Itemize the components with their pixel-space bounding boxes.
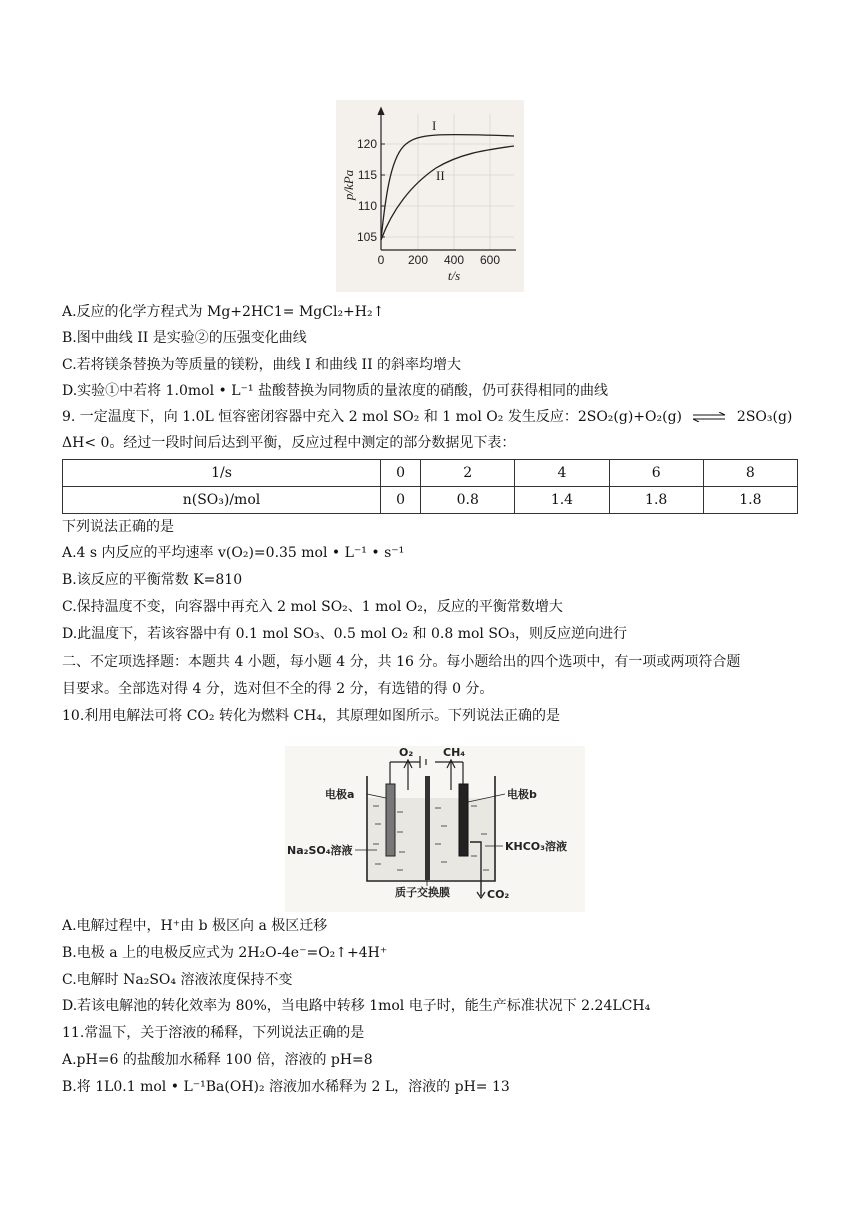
section-heading-line1: 二、不定项选择题：本题共 4 小题，每小题 4 分，共 16 分。每小题给出的四个选项中，有一项或两项符合题: [62, 654, 741, 670]
q8-option-c: C.若将镁条替换为等质量的镁粉，曲线 I 和曲线 II 的斜率均增大: [62, 357, 462, 373]
x-tick-label: 600: [479, 253, 501, 267]
table-cell: 1/s: [63, 460, 381, 487]
table-cell: 0: [380, 460, 420, 487]
q10-option-a: A.电解过程中，H⁺由 b 极区向 a 极区迁移: [62, 918, 328, 934]
table-cell: 0.8: [421, 487, 515, 514]
proton-exchange-membrane: [425, 776, 430, 880]
table-row: [63, 460, 798, 487]
electrolysis-cell-diagram: [285, 746, 585, 912]
q9-option-c: C.保持温度不变，向容器中再充入 2 mol SO₂、1 mol O₂，反应的平衡常数增大: [62, 599, 563, 615]
q8-option-a: A.反应的化学方程式为 Mg+2HC1= MgCl₂+H₂↑: [62, 304, 385, 320]
x-tick-label: 200: [407, 253, 429, 267]
q9-option-a: A.4 s 内反应的平均速率 v(O₂)=0.35 mol • L⁻¹ • s⁻¹: [62, 545, 405, 561]
table-cell: 6: [609, 460, 703, 487]
q10-option-b: B.电极 a 上的电极反应式为 2H₂O-4e⁻=O₂↑+4H⁺: [62, 945, 388, 961]
table-cell: 4: [515, 460, 609, 487]
q10-option-d: D.若该电解池的转化效率为 80%，当电路中转移 1mol 电子时，能生产标准状况下 2.24LCH₄: [62, 998, 651, 1014]
q9-stem-text: 9. 一定温度下，向 1.0L 恒容密闭容器中充入 2 mol SO₂ 和 1 mol O₂ 发生反应：2SO₂(g)+O₂(g): [62, 409, 682, 425]
q9-option-d: D.此温度下，若该容器中有 0.1 mol SO₃、0.5 mol O₂ 和 0.8 mol SO₃，则反应逆向进行: [62, 626, 628, 642]
q10-stem: 10.利用电解法可将 CO₂ 转化为燃料 CH₄，其原理如图所示。下列说法正确的是: [62, 708, 560, 724]
q9-option-b: B.该反应的平衡常数 K=810: [62, 572, 243, 588]
pressure-time-graph: [336, 100, 524, 292]
table-cell: 2: [421, 460, 515, 487]
x-tick-label: 0: [377, 253, 385, 267]
electrode-b: [459, 784, 468, 856]
section-heading-line2: 目要求。全部选对得 4 分，选对但不全的得 2 分，有选错的得 0 分。: [62, 681, 494, 697]
table-row: [63, 487, 798, 514]
equilibrium-arrow-icon: [692, 412, 726, 422]
y-tick-label: 120: [356, 137, 377, 151]
table-cell: 1.8: [703, 487, 797, 514]
y-tick-label: 115: [357, 168, 377, 182]
electrode-a-label: 电极a: [325, 788, 355, 801]
co2-label: CO₂: [487, 888, 510, 901]
right-solution-label: KHCO₃溶液: [505, 840, 567, 853]
q11-option-b: B.将 1L0.1 mol • L⁻¹Ba(OH)₂ 溶液加水稀释为 2 L，溶液的 pH= 13: [62, 1079, 510, 1095]
q9-stem: [62, 407, 792, 427]
table-cell: 8: [703, 460, 797, 487]
curve-label-i: I: [432, 118, 437, 133]
table-cell: 1.4: [515, 487, 609, 514]
ch4-label: CH₄: [443, 746, 466, 759]
q9-data-table: [62, 459, 798, 514]
x-axis-label: t/s: [447, 268, 461, 283]
table-cell: 0: [380, 487, 420, 514]
table-cell: n(SO₃)/mol: [63, 487, 381, 514]
y-tick-label: 105: [356, 230, 377, 244]
x-tick-label: 400: [443, 253, 465, 267]
curve-label-ii: II: [436, 168, 445, 183]
q9-stem-line2: ΔH< 0。经过一段时间后达到平衡，反应过程中测定的部分数据见下表：: [62, 435, 516, 451]
table-cell: 1.8: [609, 487, 703, 514]
q11-stem: 11.常温下，关于溶液的稀释，下列说法正确的是: [62, 1025, 365, 1041]
q11-option-a: A.pH=6 的盐酸加水稀释 100 倍，溶液的 pH=8: [62, 1052, 373, 1068]
q9-prompt: 下列说法正确的是: [62, 519, 174, 535]
membrane-label: 质子交换膜: [395, 886, 450, 899]
left-solution-label: Na₂SO₄溶液: [287, 844, 353, 857]
electrode-b-label: 电极b: [507, 788, 537, 801]
y-axis-label: p/kPa: [341, 169, 356, 201]
electrode-a: [386, 784, 395, 856]
q9-stem-product: 2SO₃(g): [736, 409, 793, 425]
y-tick-label: 110: [357, 199, 377, 213]
q8-option-d: D.实验①中若将 1.0mol • L⁻¹ 盐酸替换为同物质的量浓度的硝酸，仍可获得相同的曲线: [62, 383, 608, 399]
q10-option-c: C.电解时 Na₂SO₄ 溶液浓度保持不变: [62, 972, 293, 988]
o2-label: O₂: [399, 746, 414, 759]
q8-option-b: B.图中曲线 II 是实验②的压强变化曲线: [62, 330, 307, 346]
